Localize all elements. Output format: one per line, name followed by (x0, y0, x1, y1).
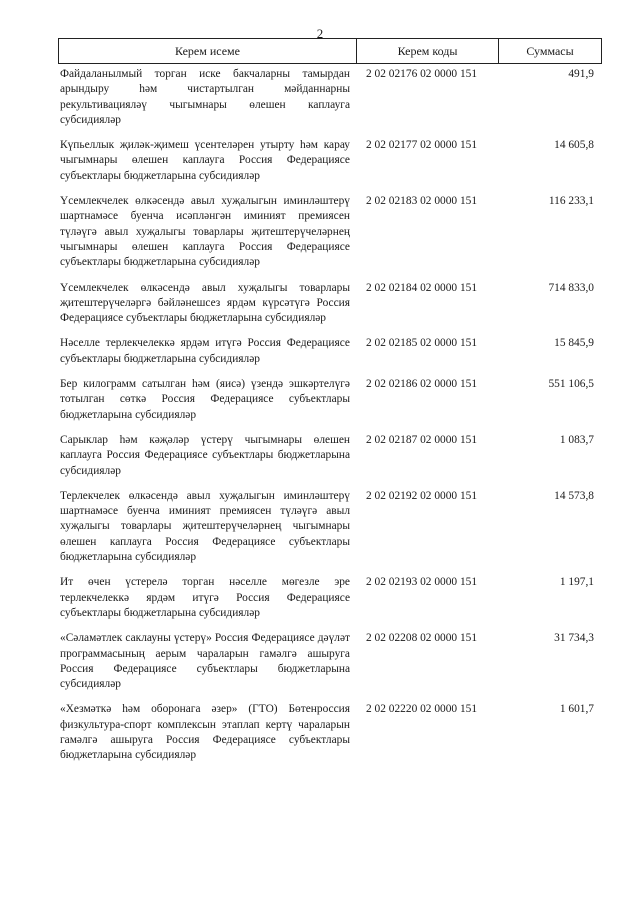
row-code: 2 02 02186 02 0000 151 (366, 378, 478, 391)
table-row (60, 631, 594, 692)
table-row (60, 489, 594, 565)
row-code: 2 02 02183 02 0000 151 (366, 195, 478, 208)
table-row (60, 575, 594, 621)
table-body (60, 67, 594, 774)
table-row (60, 194, 594, 270)
row-sum: 1 197,1 (559, 576, 594, 589)
table-row (60, 336, 594, 367)
row-sum: 14 573,8 (554, 489, 594, 502)
row-name: Үсемлекчелек өлкәсендә авыл хуҗалыгы товарлары җитештерүчеләргә бәйләнешсез ярдәм күрсәтүгә Россия Федерациясе субъектлары бюджетларына субсидияләр (60, 281, 350, 325)
row-code: 2 02 02185 02 0000 151 (366, 337, 478, 350)
row-name: Терлекчелек өлкәсендә авыл хуҗалыгын иминләштерү шартнамәсе буенча иминият премиясен түләүгә авыл хуҗалыгы товарлары җитештерүчеләрнең чыгымнары өлешен каплауга Россия Федерациясе субъектлары бюджетларына субсидияләр (60, 489, 350, 564)
row-sum: 1 083,7 (559, 433, 594, 446)
row-code: 2 02 02193 02 0000 151 (366, 576, 478, 589)
row-sum: 491,9 (568, 68, 594, 80)
table-row (60, 138, 594, 184)
table-row (60, 67, 594, 128)
row-sum: 714 833,0 (548, 281, 594, 294)
row-sum: 31 734,3 (554, 632, 594, 645)
row-code: 2 02 02176 02 0000 151 (366, 68, 478, 80)
column-header-name: Керем исеме (59, 39, 357, 63)
row-name: Нәселле терлекчелеккә ярдәм итүгә Россия Федерациясе субъектлары бюджетларына субсидияләр (60, 337, 350, 365)
row-name: «Хезмәткә һәм оборонага әзер» (ГТО) Бөтенроссия физкультура-спорт комплексын этаплап кертү чараларын гамәлгә ашыруга Россия Федерациясе субъектлары бюджетларына субсидияләр (60, 703, 350, 762)
row-name: Үсемлекчелек өлкәсендә авыл хуҗалыгын иминләштерү шартнамәсе буенча исәпләнгән иминият премиясен түләүгә авыл хуҗалыгы товарлары җитештерүчеләрнең чыгымнары өлешен каплауга Россия Федерациясе субъектлары бюджетларына субсидияләр (60, 195, 350, 269)
row-name: Бер килограмм сатылган һәм (яисә) үзендә эшкәртелүгә тотылган сөткә Россия Федерациясе субъектлары бюджетларына субсидияләр (60, 378, 350, 421)
row-code: 2 02 02184 02 0000 151 (366, 281, 478, 294)
table-row (60, 281, 594, 327)
row-code: 2 02 02187 02 0000 151 (366, 433, 478, 446)
row-name: Файдаланылмый торган иске бакчаларны тамырдан арындыру һәм чистартылган мәйданнарны рекультивацияләү чыгымнары өлешен каплауга субсидияләр (60, 68, 350, 126)
column-header-code: Керем коды (357, 39, 499, 63)
row-sum: 116 233,1 (548, 195, 594, 208)
row-code: 2 02 02208 02 0000 151 (366, 632, 478, 645)
table-row (60, 377, 594, 423)
row-name: Күпьеллык җиләк-җимеш үсентеләрен утырту һәм карау чыгымнары өлешен каплауга Россия Федерациясе субъектлары бюджетларына субсидияләр (60, 139, 350, 182)
row-sum: 14 605,8 (554, 139, 594, 152)
row-code: 2 02 02177 02 0000 151 (366, 139, 478, 152)
row-code: 2 02 02220 02 0000 151 (366, 703, 478, 716)
row-sum: 551 106,5 (548, 378, 594, 391)
row-name: «Сәламәтлек саклауны үстерү» Россия Федерациясе дәүләт программасының аерым чараларын гамәлгә ашыруга Россия Федерациясе субъектлары бюджетларына субсидияләр (60, 632, 350, 691)
row-name: Ит өчен үстерелә торган нәселле мөгезле эре терлекчелеккә ярдәм итүгә Россия Федерациясе субъектлары бюджетларына субсидияләр (60, 576, 350, 619)
row-sum: 15 845,9 (554, 337, 594, 350)
table-row (60, 433, 594, 479)
column-header-sum: Суммасы (526, 43, 574, 58)
row-name: Сарыклар һәм кәҗәләр үстерү чыгымнары өлешен каплауга Россия Федерациясе субъектлары бюджетларына субсидияләр (60, 433, 350, 477)
row-sum: 1 601,7 (559, 703, 594, 716)
row-code: 2 02 02192 02 0000 151 (366, 489, 478, 502)
table-header (58, 38, 602, 64)
table-row (60, 702, 594, 763)
page-number: 2 (316, 26, 324, 41)
